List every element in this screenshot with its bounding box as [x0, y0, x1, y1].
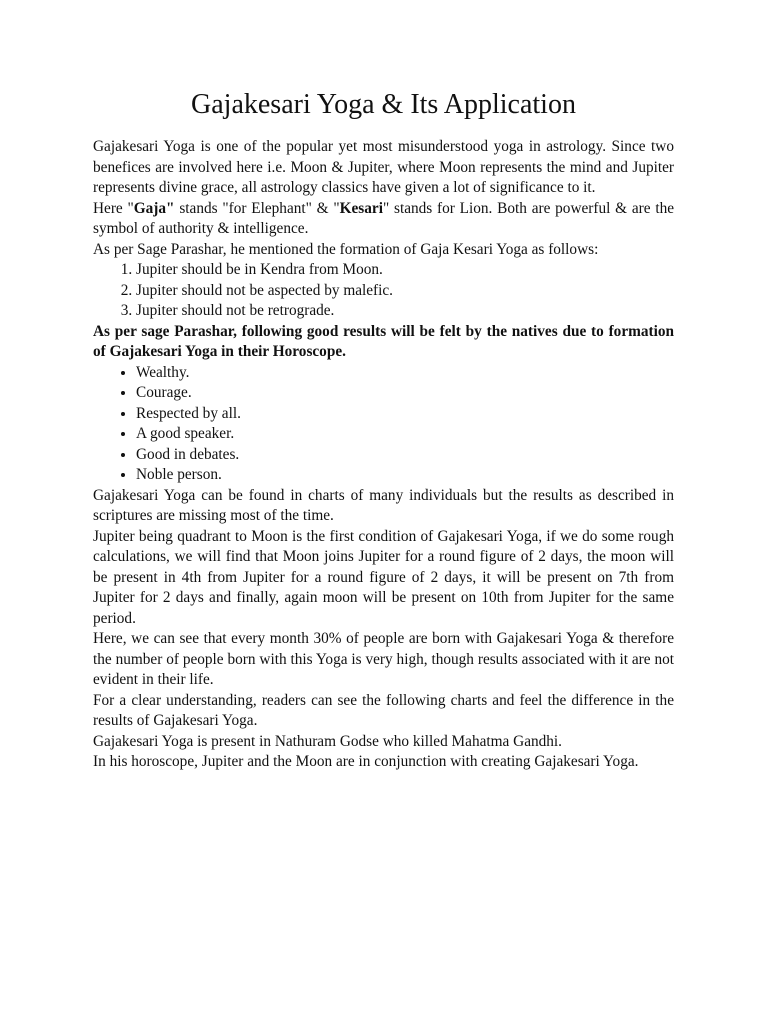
- kesari-term: Kesari: [339, 199, 383, 217]
- body-paragraph: In his horoscope, Jupiter and the Moon are in conjunction with creating Gajakesari Yoga.: [93, 753, 639, 770]
- results-heading: As per sage Parashar, following good results will be felt by the natives due to formation of Gajakesari Yoga in their Horoscope.: [93, 322, 674, 360]
- result-item: • Noble person.: [136, 465, 674, 486]
- conditions-list: [93, 260, 674, 322]
- body-paragraph: Gajakesari Yoga can be found in charts of many individuals but the results as described in scriptures are missing most of the time.: [93, 486, 674, 524]
- result-item: • Respected by all.: [136, 404, 674, 425]
- meaning-text-1: Here ": [93, 199, 134, 217]
- result-item: • Wealthy.: [136, 363, 674, 384]
- document-page: [93, 87, 674, 773]
- condition-item: 2. Jupiter should not be aspected by malefic.: [136, 281, 674, 302]
- parashar-intro: As per Sage Parashar, he mentioned the formation of Gaja Kesari Yoga as follows:: [93, 240, 599, 258]
- meaning-text-2: stands "for Elephant" & ": [174, 199, 340, 217]
- page-title: Gajakesari Yoga & Its Application: [191, 89, 576, 120]
- meaning-text-3: " stands for Lion. Both are powerful & are the symbol of authority & intelligence.: [93, 199, 675, 237]
- condition-item: 3. Jupiter should not be retrograde.: [136, 301, 674, 322]
- result-item: • A good speaker.: [136, 424, 674, 445]
- body-paragraph: Gajakesari Yoga is present in Nathuram Godse who killed Mahatma Gandhi.: [93, 732, 563, 750]
- gaja-term: Gaja": [133, 199, 175, 217]
- meaning-paragraph: [93, 199, 674, 240]
- body-paragraph: Here, we can see that every month 30% of people are born with Gajakesari Yoga & therefore the number of people born with this Yoga is very high, though results associated with it are not evident in their life.: [93, 630, 674, 688]
- result-item: • Courage.: [136, 383, 674, 404]
- intro-paragraph: Gajakesari Yoga is one of the popular yet most misunderstood yoga in astrology. Since two benefices are involved here i.e. Moon & Jupiter, where Moon represents the mind and Jupiter represents divine grace, all astrology classics have given a lot of significance to it.: [93, 138, 674, 196]
- condition-item: 1. Jupiter should be in Kendra from Moon.: [136, 260, 674, 281]
- results-list: [93, 363, 674, 486]
- result-item: • Good in debates.: [136, 445, 674, 466]
- body-paragraph: For a clear understanding, readers can see the following charts and feel the difference in the results of Gajakesari Yoga.: [93, 691, 674, 729]
- body-paragraph: Jupiter being quadrant to Moon is the first condition of Gajakesari Yoga, if we do some rough calculations, we will find that Moon joins Jupiter for a round figure of 2 days, the moon will be present in 4th from Jupiter for a round figure of 2 days, it will be present on 7th from Jupiter for 2 days and finally, again moon will be present on 10th from Jupiter for the same period.: [93, 527, 674, 627]
